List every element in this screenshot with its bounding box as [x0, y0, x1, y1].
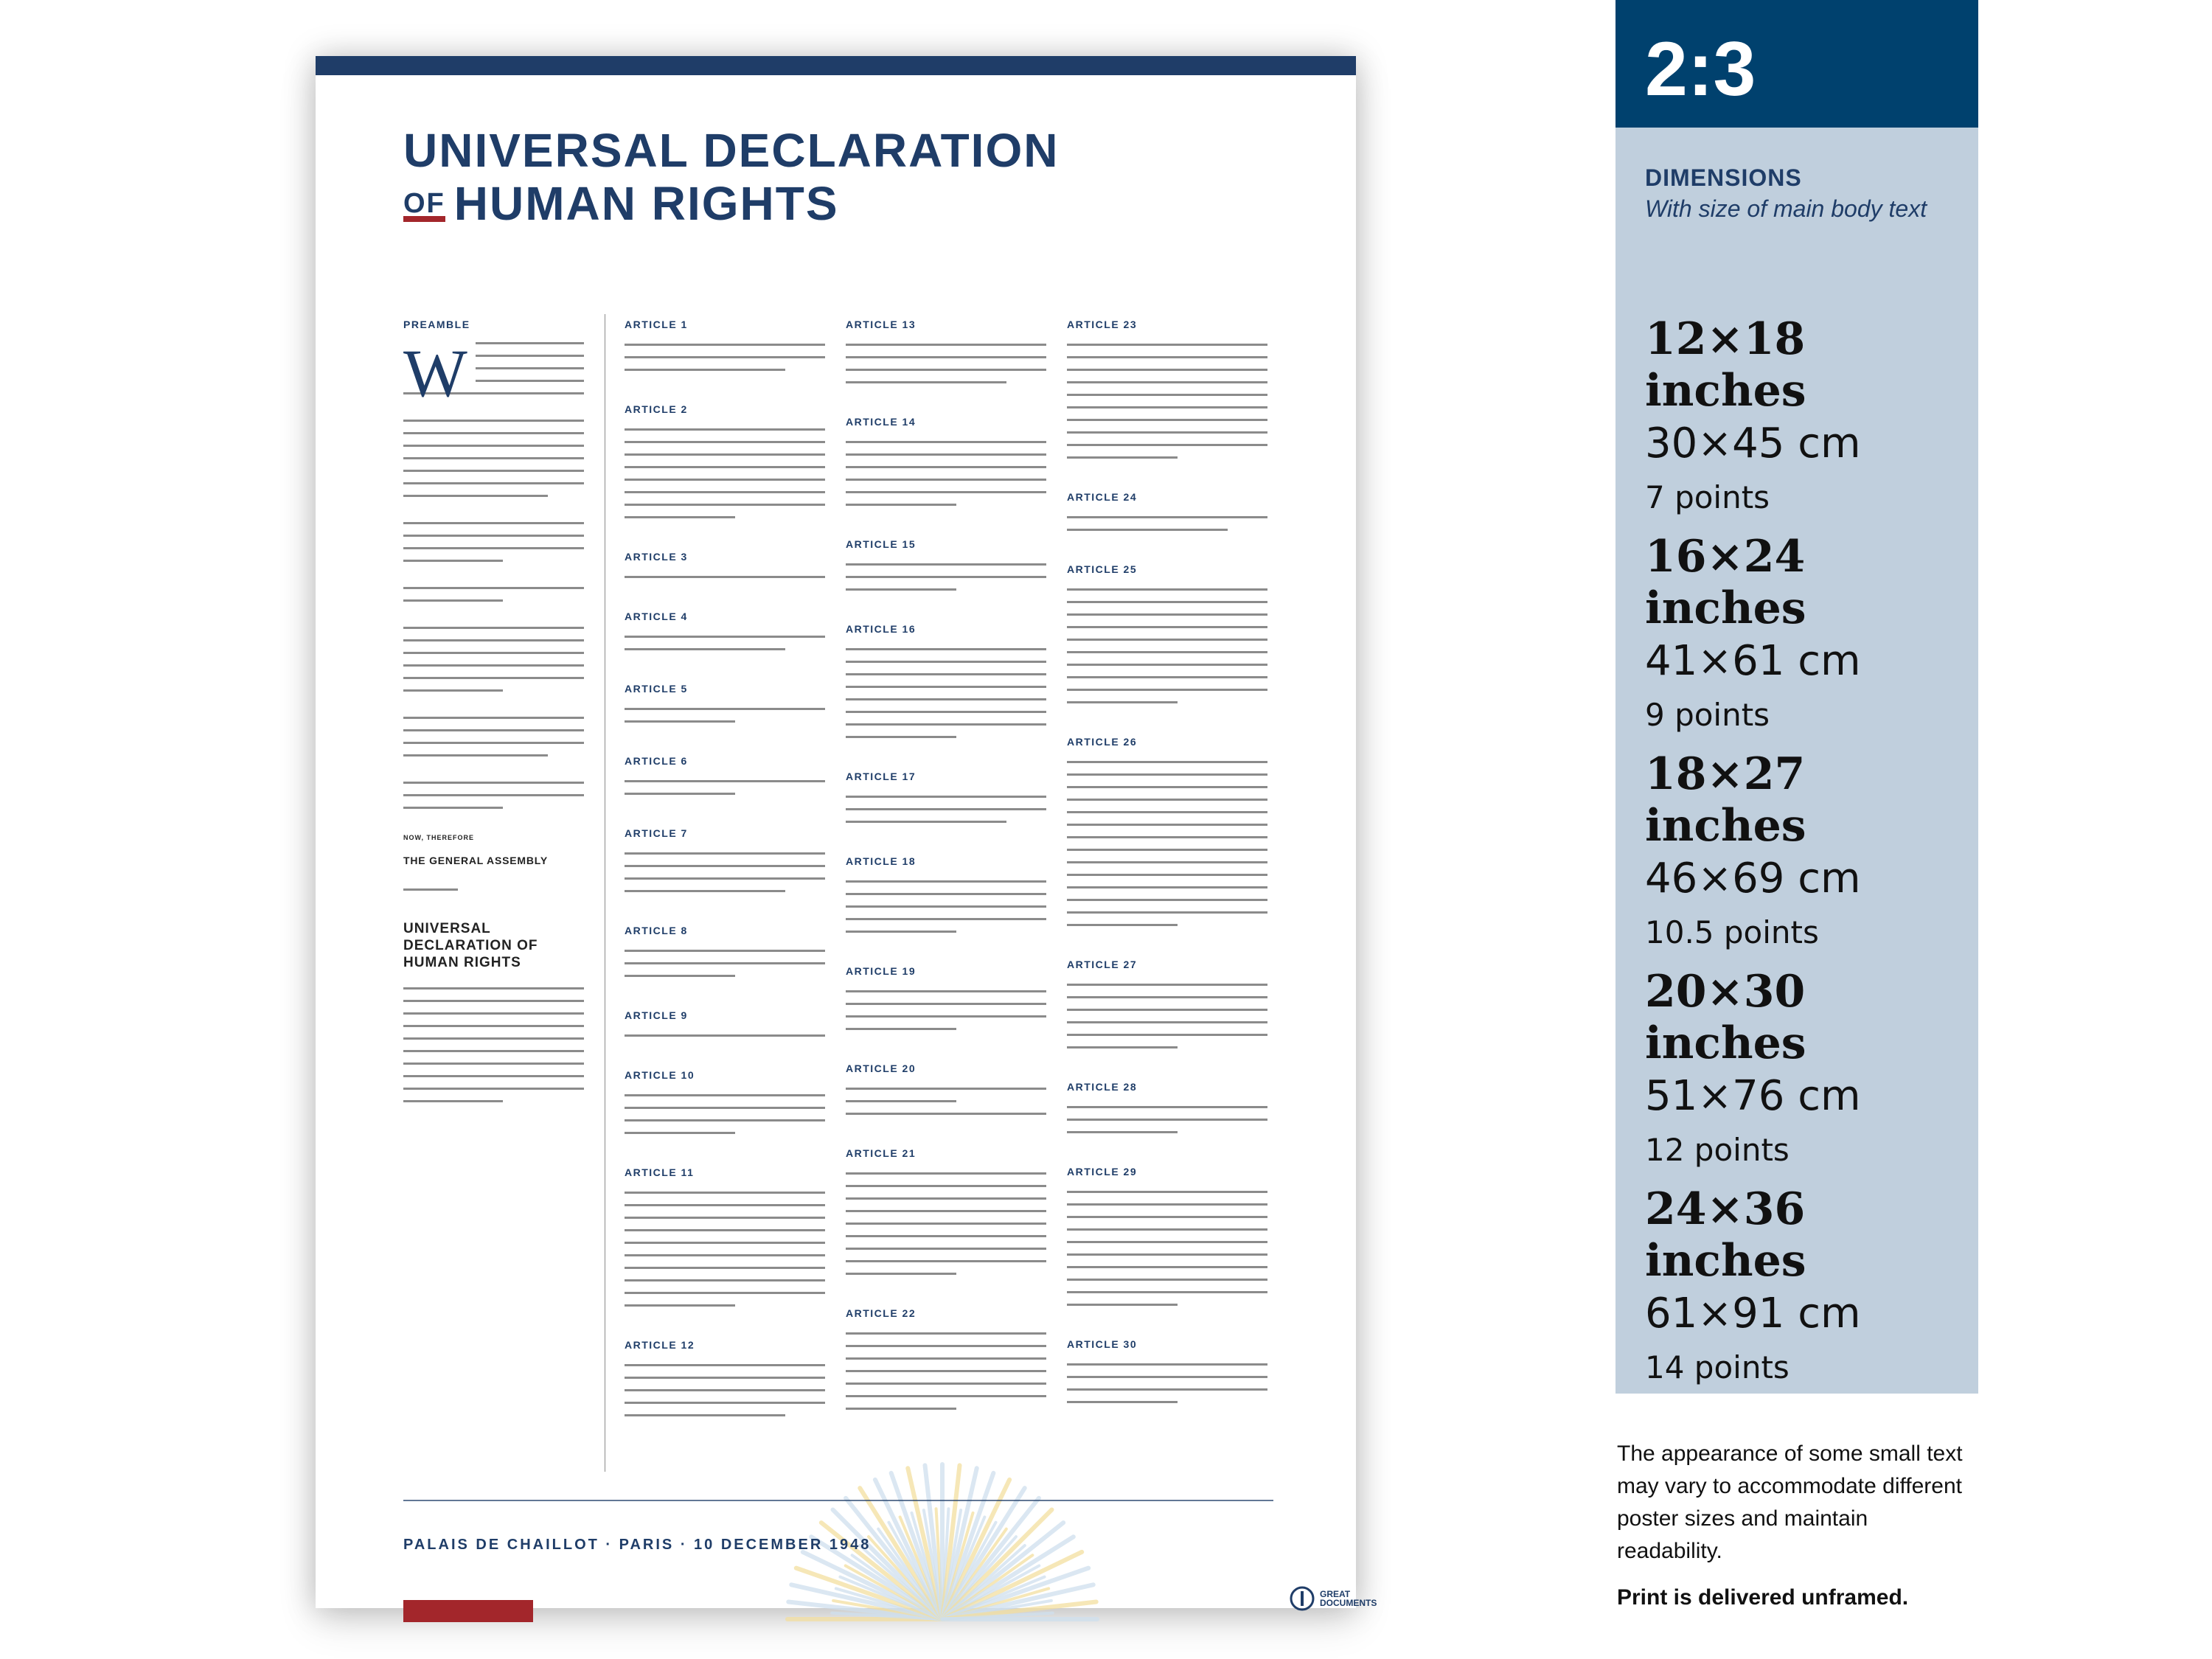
unframed-note: Print is delivered unframed. [1617, 1585, 1909, 1610]
article-title: ARTICLE 4 [625, 611, 688, 622]
article-title: ARTICLE 1 [625, 319, 688, 330]
size-cm: 30×45 cm [1645, 420, 1861, 467]
article-block [1067, 1081, 1267, 1133]
now-therefore: NOW, THEREFORE [403, 834, 475, 841]
articles-column-3 [1067, 319, 1267, 1436]
article-block [625, 551, 825, 578]
size-points: 12 points [1645, 1132, 1790, 1168]
article-block [1067, 319, 1267, 459]
article-title: ARTICLE 3 [625, 551, 688, 563]
article-block [625, 611, 825, 650]
preamble-paragraph [403, 987, 584, 1102]
article-title: ARTICLE 29 [1067, 1166, 1138, 1178]
poster-title [403, 124, 1059, 230]
dimensions-heading: DIMENSIONS [1645, 164, 1802, 191]
article-title: ARTICLE 11 [625, 1166, 695, 1178]
article-block [1067, 959, 1267, 1048]
article-block [625, 1009, 825, 1037]
aspect-ratio: 2:3 [1645, 27, 1756, 112]
size-points: 14 points [1645, 1349, 1790, 1385]
size-cm: 41×61 cm [1645, 637, 1861, 685]
publisher-logo-text: GREAT DOCUMENTS [1320, 1589, 1377, 1608]
article-block [625, 1339, 825, 1416]
article-block [1067, 1166, 1267, 1306]
size-points: 10.5 points [1645, 914, 1819, 950]
articles-column-1 [625, 319, 825, 1449]
preamble-paragraph [403, 717, 584, 757]
poster-title-of: OF [403, 191, 445, 222]
size-inches: 24×36 inches [1645, 1183, 1806, 1287]
article-title: ARTICLE 24 [1067, 491, 1138, 503]
article-block [846, 855, 1046, 933]
size-option [1645, 531, 1978, 736]
size-note: The appearance of some small text may vary to accommodate different poster sizes and maintain readability. [1617, 1441, 1963, 1563]
article-title: ARTICLE 25 [1067, 563, 1138, 575]
footer-location-date: PALAIS DE CHAILLOT · PARIS · 10 DECEMBER 1948 [403, 1537, 872, 1553]
general-assembly-heading: THE GENERAL ASSEMBLY [403, 855, 548, 866]
article-title: ARTICLE 10 [625, 1069, 695, 1081]
article-title: ARTICLE 16 [846, 623, 917, 635]
article-block [1067, 736, 1267, 926]
article-title: ARTICLE 12 [625, 1339, 695, 1351]
dimensions-subheading: With size of main body text [1645, 195, 1927, 222]
article-block [846, 319, 1046, 383]
size-cm: 46×69 cm [1645, 855, 1861, 902]
article-title: ARTICLE 21 [846, 1147, 917, 1159]
size-cm: 51×76 cm [1645, 1072, 1861, 1120]
article-title: ARTICLE 30 [1067, 1338, 1138, 1350]
article-block [625, 827, 825, 892]
size-inches: 16×24 inches [1645, 531, 1806, 634]
size-inches: 20×30 inches [1645, 966, 1806, 1069]
article-block [1067, 563, 1267, 703]
preamble-column [403, 319, 584, 1127]
article-block [1067, 1338, 1267, 1403]
preamble-paragraph [403, 335, 584, 411]
poster-title-line2: HUMAN RIGHTS [453, 177, 839, 230]
article-block [625, 319, 825, 371]
article-block [846, 416, 1046, 506]
article-title: ARTICLE 9 [625, 1009, 688, 1021]
article-title: ARTICLE 15 [846, 538, 917, 550]
article-block [625, 1069, 825, 1134]
size-points: 7 points [1645, 479, 1770, 515]
article-block [625, 1166, 825, 1307]
proclaims-line [403, 888, 458, 891]
article-block [1067, 491, 1267, 531]
dropcap: W [403, 335, 467, 411]
article-title: ARTICLE 27 [1067, 959, 1138, 970]
article-block [846, 771, 1046, 823]
size-inches: 12×18 inches [1645, 313, 1806, 417]
preamble-paragraph [403, 587, 584, 602]
preamble-paragraph [403, 782, 584, 809]
size-option [1645, 1183, 1978, 1388]
article-title: ARTICLE 20 [846, 1062, 917, 1074]
article-title: ARTICLE 7 [625, 827, 688, 839]
article-title: ARTICLE 26 [1067, 736, 1138, 748]
articles-column-2 [846, 319, 1046, 1442]
size-option [1645, 748, 1978, 953]
article-block [625, 683, 825, 723]
size-inches: 18×27 inches [1645, 748, 1806, 852]
article-block [846, 1307, 1046, 1410]
article-block [625, 755, 825, 795]
article-title: ARTICLE 6 [625, 755, 688, 767]
sunburst-decoration [655, 1457, 1230, 1612]
size-points: 9 points [1645, 697, 1770, 733]
article-title: ARTICLE 19 [846, 965, 917, 977]
article-title: ARTICLE 13 [846, 319, 917, 330]
dimensions-panel [1615, 0, 1978, 1394]
article-title: ARTICLE 8 [625, 925, 688, 936]
footer-rule [403, 1500, 1273, 1501]
article-block [846, 1062, 1046, 1115]
article-block [846, 623, 1046, 738]
article-block [625, 925, 825, 977]
ratio-box [1615, 0, 1978, 128]
article-block [846, 965, 1046, 1030]
article-block [846, 1147, 1046, 1275]
article-title: ARTICLE 17 [846, 771, 917, 782]
article-title: ARTICLE 2 [625, 403, 688, 415]
poster-top-bar [316, 56, 1356, 75]
article-title: ARTICLE 22 [846, 1307, 917, 1319]
article-title: ARTICLE 28 [1067, 1081, 1138, 1093]
preamble-paragraph [403, 420, 584, 497]
preamble-paragraph [403, 627, 584, 692]
poster-image [316, 56, 1377, 1608]
publisher-logo [1289, 1585, 1377, 1612]
footer-red-bar [403, 1600, 533, 1622]
article-block [625, 403, 825, 518]
preamble-heading: PREAMBLE [403, 319, 470, 330]
udhr-subheading: UNIVERSAL DECLARATION OF HUMAN RIGHTS [403, 921, 538, 970]
size-option [1645, 313, 1978, 518]
article-title: ARTICLE 14 [846, 416, 917, 428]
size-cm: 61×91 cm [1645, 1290, 1861, 1338]
article-block [846, 538, 1046, 591]
preamble-paragraph [403, 522, 584, 562]
article-title: ARTICLE 23 [1067, 319, 1138, 330]
great-documents-logo-icon [1289, 1585, 1315, 1612]
article-title: ARTICLE 5 [625, 683, 688, 695]
article-title: ARTICLE 18 [846, 855, 917, 867]
poster-title-line1: UNIVERSAL DECLARATION [403, 124, 1060, 177]
size-option [1645, 966, 1978, 1171]
